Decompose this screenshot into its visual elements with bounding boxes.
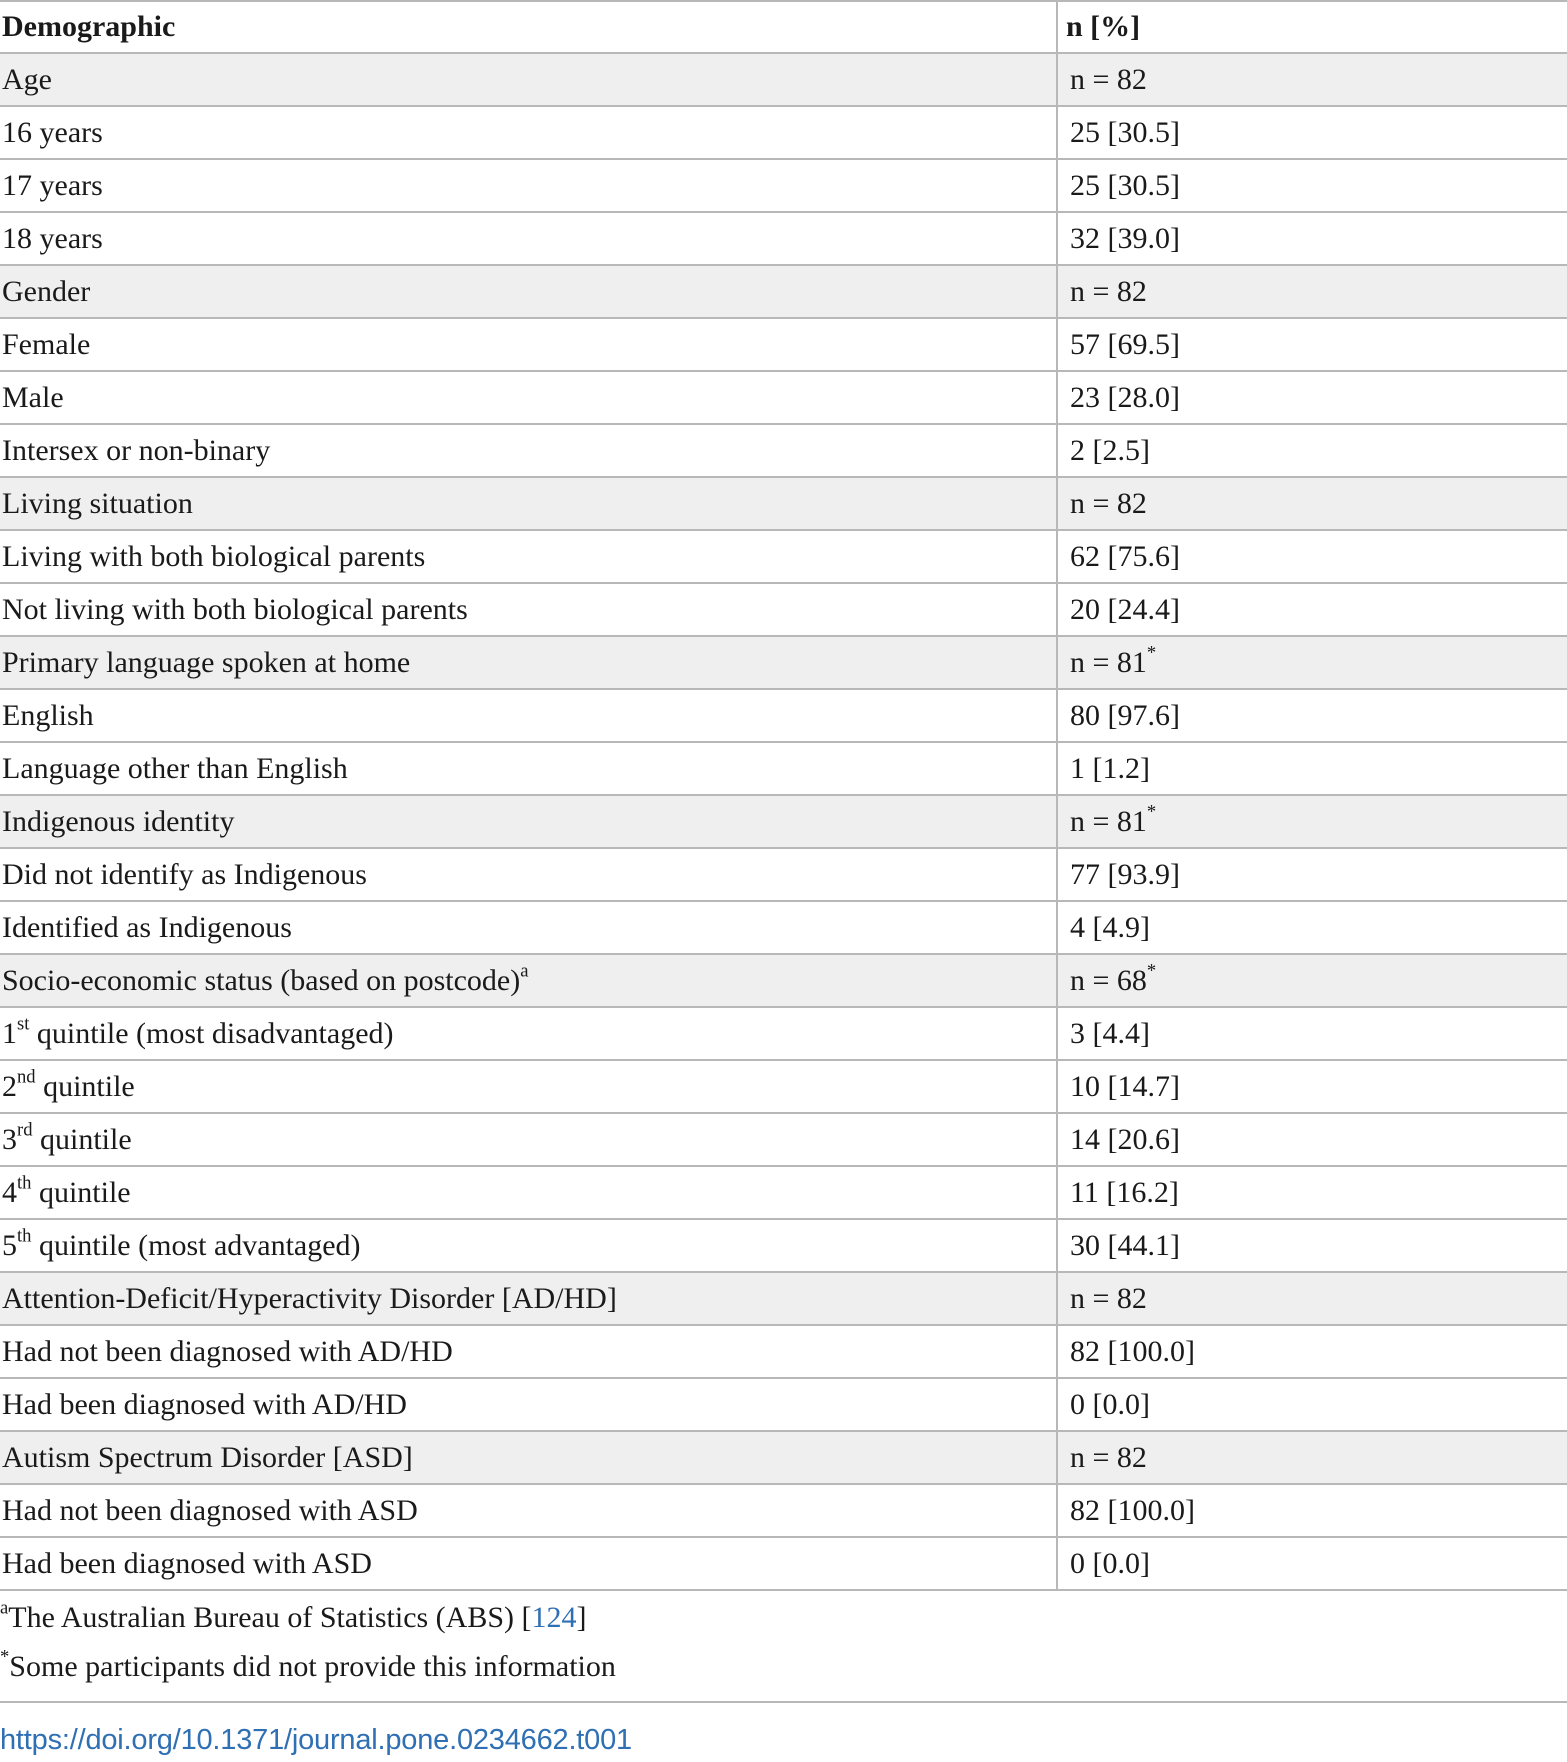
row-value: 23 [28.0] bbox=[1057, 371, 1567, 424]
row-label-text: Attention-Deficit/Hyperactivity Disorder [AD/HD] bbox=[2, 1281, 617, 1315]
row-label bbox=[0, 1484, 1057, 1537]
row-label-text: quintile (most disadvantaged) bbox=[29, 1016, 394, 1050]
row-value: n = 82 bbox=[1057, 1431, 1567, 1484]
asterisk-marker: * bbox=[1146, 801, 1157, 823]
row-label bbox=[0, 1219, 1057, 1272]
table-row bbox=[0, 212, 1567, 265]
reference-link[interactable]: 124 bbox=[531, 1601, 577, 1634]
row-value: 82 [100.0] bbox=[1057, 1325, 1567, 1378]
row-label bbox=[0, 1378, 1057, 1431]
row-value: 57 [69.5] bbox=[1057, 318, 1567, 371]
row-label-text: Identified as Indigenous bbox=[2, 910, 292, 944]
table-row bbox=[0, 1484, 1567, 1537]
row-label bbox=[0, 583, 1057, 636]
row-label-text: Living situation bbox=[2, 486, 193, 520]
table-row bbox=[0, 901, 1567, 954]
asterisk-marker: * bbox=[1146, 642, 1157, 664]
row-label-text: Indigenous identity bbox=[2, 804, 235, 838]
row-value: 25 [30.5] bbox=[1057, 159, 1567, 212]
footnote-marker: a bbox=[520, 960, 529, 982]
row-value: n = 68* bbox=[1057, 954, 1567, 1007]
row-label bbox=[0, 530, 1057, 583]
divider bbox=[0, 1701, 1567, 1703]
row-value: 4 [4.9] bbox=[1057, 901, 1567, 954]
row-label bbox=[0, 1325, 1057, 1378]
row-value: n = 82 bbox=[1057, 265, 1567, 318]
table-row bbox=[0, 1219, 1567, 1272]
row-label bbox=[0, 212, 1057, 265]
table-group-row bbox=[0, 265, 1567, 318]
ordinal-number: 1 bbox=[2, 1016, 17, 1050]
asterisk-marker: * bbox=[1146, 960, 1157, 982]
row-label-text: quintile bbox=[32, 1122, 132, 1156]
row-label bbox=[0, 1007, 1057, 1060]
row-label-text: Female bbox=[2, 327, 91, 361]
footnote-asterisk bbox=[0, 1646, 1567, 1683]
table-row bbox=[0, 106, 1567, 159]
row-label-text: Primary language spoken at home bbox=[2, 645, 411, 679]
row-label-text: quintile bbox=[31, 1175, 131, 1209]
row-value: 25 [30.5] bbox=[1057, 106, 1567, 159]
row-label-text: Male bbox=[2, 380, 64, 414]
row-label-text: Autism Spectrum Disorder [ASD] bbox=[2, 1440, 413, 1474]
footnote-asterisk-mark: * bbox=[0, 1646, 10, 1668]
row-value: n = 82 bbox=[1057, 1272, 1567, 1325]
ordinal-number: 3 bbox=[2, 1122, 17, 1156]
table-row bbox=[0, 1166, 1567, 1219]
table-row bbox=[0, 1378, 1567, 1431]
row-label bbox=[0, 371, 1057, 424]
table-header-row bbox=[0, 1, 1567, 53]
table-row bbox=[0, 583, 1567, 636]
table-row bbox=[0, 848, 1567, 901]
ordinal-number: 2 bbox=[2, 1069, 17, 1103]
row-label bbox=[0, 1060, 1057, 1113]
row-label-text: Had not been diagnosed with ASD bbox=[2, 1493, 418, 1527]
row-label-text: quintile bbox=[35, 1069, 135, 1103]
row-label-text: quintile (most advantaged) bbox=[31, 1228, 361, 1262]
row-label bbox=[0, 1113, 1057, 1166]
row-label-text: Did not identify as Indigenous bbox=[2, 857, 367, 891]
footnote-asterisk-text: Some participants did not provide this information bbox=[9, 1650, 616, 1683]
table-group-row bbox=[0, 1272, 1567, 1325]
row-value: 3 [4.4] bbox=[1057, 1007, 1567, 1060]
row-label-text: English bbox=[2, 698, 94, 732]
row-label-text: Language other than English bbox=[2, 751, 348, 785]
table-row bbox=[0, 689, 1567, 742]
table-row bbox=[0, 530, 1567, 583]
row-value: 1 [1.2] bbox=[1057, 742, 1567, 795]
row-label-text: 16 years bbox=[2, 115, 103, 149]
row-value: 20 [24.4] bbox=[1057, 583, 1567, 636]
row-label-text: 18 years bbox=[2, 221, 103, 255]
table-group-row bbox=[0, 53, 1567, 106]
row-label bbox=[0, 901, 1057, 954]
row-value: 0 [0.0] bbox=[1057, 1378, 1567, 1431]
row-label bbox=[0, 1272, 1057, 1325]
row-value: 14 [20.6] bbox=[1057, 1113, 1567, 1166]
row-label bbox=[0, 636, 1057, 689]
table-group-row bbox=[0, 477, 1567, 530]
table-row bbox=[0, 1537, 1567, 1590]
row-value: 77 [93.9] bbox=[1057, 848, 1567, 901]
row-label-text: Not living with both biological parents bbox=[2, 592, 468, 626]
row-label-text: Socio-economic status (based on postcode) bbox=[2, 963, 521, 997]
table-row bbox=[0, 1325, 1567, 1378]
table-row bbox=[0, 1007, 1567, 1060]
row-label-text: Intersex or non-binary bbox=[2, 433, 271, 467]
row-label bbox=[0, 424, 1057, 477]
ordinal-suffix: st bbox=[17, 1013, 30, 1035]
row-label bbox=[0, 265, 1057, 318]
ordinal-suffix: nd bbox=[17, 1066, 36, 1088]
row-label bbox=[0, 318, 1057, 371]
row-label-text: Had been diagnosed with AD/HD bbox=[2, 1387, 407, 1421]
row-label bbox=[0, 1166, 1057, 1219]
row-label bbox=[0, 795, 1057, 848]
table-row bbox=[0, 1113, 1567, 1166]
row-label-text: Had been diagnosed with ASD bbox=[2, 1546, 372, 1580]
row-label bbox=[0, 1537, 1057, 1590]
ordinal-suffix: th bbox=[17, 1225, 32, 1247]
row-label bbox=[0, 689, 1057, 742]
row-value: 2 [2.5] bbox=[1057, 424, 1567, 477]
row-value: n = 82 bbox=[1057, 53, 1567, 106]
table-row bbox=[0, 159, 1567, 212]
table-row bbox=[0, 1060, 1567, 1113]
row-label bbox=[0, 53, 1057, 106]
row-value: 82 [100.0] bbox=[1057, 1484, 1567, 1537]
ordinal-suffix: th bbox=[17, 1172, 32, 1194]
table-body bbox=[0, 53, 1567, 1590]
row-value: 62 [75.6] bbox=[1057, 530, 1567, 583]
ordinal-number: 4 bbox=[2, 1175, 17, 1209]
table-row bbox=[0, 424, 1567, 477]
row-value: n = 81* bbox=[1057, 795, 1567, 848]
header-n-percent: n [%] bbox=[1057, 1, 1567, 53]
row-label bbox=[0, 848, 1057, 901]
ordinal-suffix: rd bbox=[17, 1119, 33, 1141]
table-group-row bbox=[0, 795, 1567, 848]
row-value: 30 [44.1] bbox=[1057, 1219, 1567, 1272]
row-label bbox=[0, 742, 1057, 795]
row-value: n = 82 bbox=[1057, 477, 1567, 530]
row-label-text: Had not been diagnosed with AD/HD bbox=[2, 1334, 453, 1368]
row-label bbox=[0, 159, 1057, 212]
row-label-text: Gender bbox=[2, 274, 91, 308]
row-value: n = 81* bbox=[1057, 636, 1567, 689]
table-row bbox=[0, 318, 1567, 371]
row-value: 10 [14.7] bbox=[1057, 1060, 1567, 1113]
table-group-row bbox=[0, 1431, 1567, 1484]
footnote-a bbox=[0, 1597, 1567, 1634]
row-label bbox=[0, 1431, 1057, 1484]
table-group-row bbox=[0, 636, 1567, 689]
row-label bbox=[0, 106, 1057, 159]
footnote-a-mark: a bbox=[0, 1597, 9, 1619]
row-label-text: 17 years bbox=[2, 168, 103, 202]
row-value: 0 [0.0] bbox=[1057, 1537, 1567, 1590]
row-label-text: Living with both biological parents bbox=[2, 539, 426, 573]
table-group-row bbox=[0, 954, 1567, 1007]
footnote-a-close: ] bbox=[576, 1601, 587, 1634]
table-row bbox=[0, 742, 1567, 795]
footnote-a-text: The Australian Bureau of Statistics (ABS) [ bbox=[8, 1601, 532, 1634]
row-label-text: Age bbox=[2, 62, 52, 96]
row-label bbox=[0, 954, 1057, 1007]
table-row bbox=[0, 371, 1567, 424]
row-value: 80 [97.6] bbox=[1057, 689, 1567, 742]
header-demographic: Demographic bbox=[0, 1, 1057, 53]
row-value: 11 [16.2] bbox=[1057, 1166, 1567, 1219]
row-label bbox=[0, 477, 1057, 530]
doi-link[interactable]: https://doi.org/10.1371/journal.pone.0234662.t001 bbox=[0, 1724, 632, 1756]
ordinal-number: 5 bbox=[2, 1228, 17, 1262]
row-value: 32 [39.0] bbox=[1057, 212, 1567, 265]
